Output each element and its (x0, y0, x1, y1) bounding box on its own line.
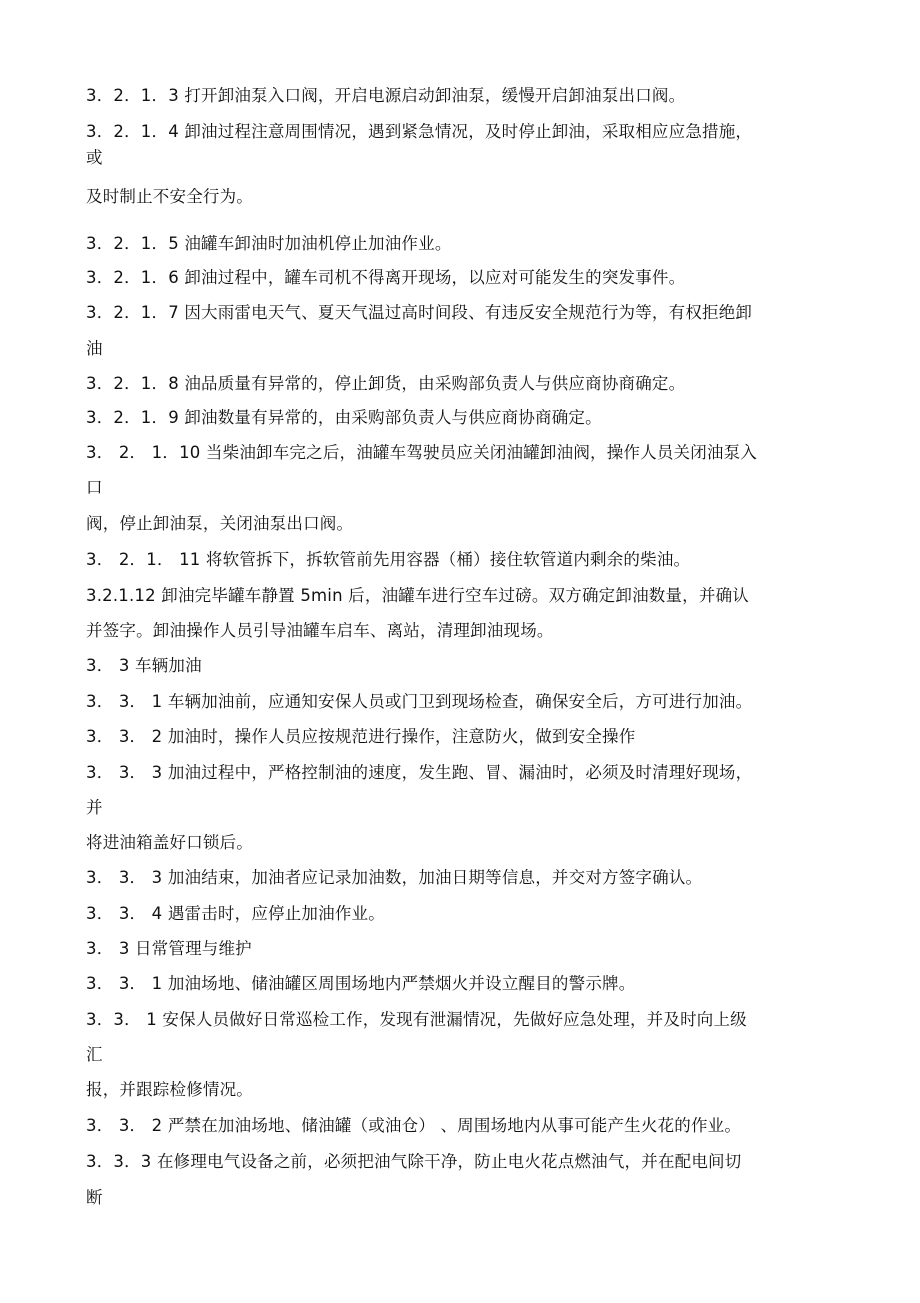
text-line-20: 3． 3． 3 加油过程中，严格控制油的速度，发生跑、冒、漏油时，必须及时清理好现场， (86, 763, 753, 782)
text-line-2: 3．2．1．4 卸油过程注意周围情况，遇到紧急情况，及时停止卸油，采取相应应急措施， (86, 122, 753, 141)
text-line-29: 报，并跟踪检修情况。 (86, 1080, 253, 1099)
text-line-14: 3． 2．1． 11 将软管拆下，拆软管前先用容器（桶）接住软管道内剩余的柴油。 (86, 550, 691, 569)
text-line-27: 3．3． 1 安保人员做好日常巡检工作，发现有泄漏情况，先做好应急处理，并及时向上级 (86, 1010, 747, 1029)
text-line-31: 3．3．3 在修理电气设备之前，必须把油气除干净，防止电火花点燃油气，并在配电间切 (86, 1152, 742, 1171)
text-line-9: 3．2．1．8 油品质量有异常的，停止卸货，由采购部负责人与供应商协商确定。 (86, 374, 686, 393)
text-line-4: 及时制止不安全行为。 (86, 187, 253, 206)
text-line-1: 3．2．1．3 打开卸油泵入口阀，开启电源启动卸油泵，缓慢开启卸油泵出口阀。 (86, 86, 686, 105)
text-line-21: 并 (86, 798, 103, 817)
text-line-18: 3． 3． 1 车辆加油前，应通知安保人员或门卫到现场检查，确保安全后，方可进行加油。 (86, 692, 753, 711)
text-line-11: 3． 2． 1．10 当柴油卸车完之后，油罐车驾驶员应关闭油罐卸油阀，操作人员关闭油泵入 (86, 443, 758, 462)
text-line-8: 油 (86, 339, 103, 358)
text-line-25: 3． 3 日常管理与维护 (86, 939, 252, 958)
text-line-10: 3．2．1．9 卸油数量有异常的，由采购部负责人与供应商协商确定。 (86, 408, 602, 427)
text-line-6: 3．2．1．6 卸油过程中，罐车司机不得离开现场，以应对可能发生的突发事件。 (86, 268, 686, 287)
text-line-23: 3． 3． 3 加油结束，加油者应记录加油数，加油日期等信息，并交对方签字确认。 (86, 868, 703, 887)
text-line-12: 口 (86, 478, 103, 497)
text-line-13: 阀，停止卸油泵，关闭油泵出口阀。 (86, 514, 354, 533)
text-line-26: 3． 3． 1 加油场地、储油罐区周围场地内严禁烟火并设立醒目的警示牌。 (86, 974, 636, 993)
text-line-7: 3．2．1．7 因大雨雷电天气、夏天气温过高时间段、有违反安全规范行为等，有权拒绝卸 (86, 303, 753, 322)
text-line-28: 汇 (86, 1045, 103, 1064)
text-line-5: 3．2．1．5 油罐车卸油时加油机停止加油作业。 (86, 234, 452, 253)
text-line-19: 3． 3． 2 加油时，操作人员应按规范进行操作，注意防火，做到安全操作 (86, 727, 636, 746)
text-line-24: 3． 3． 4 遇雷击时，应停止加油作业。 (86, 904, 385, 923)
text-line-16: 并签字。卸油操作人员引导油罐车启车、离站，清理卸油现场。 (86, 621, 554, 640)
text-line-22: 将进油箱盖好口锁后。 (86, 833, 253, 852)
text-line-17: 3． 3 车辆加油 (86, 656, 202, 675)
text-line-3: 或 (86, 148, 103, 167)
text-line-15: 3.2.1.12 卸油完毕罐车静置 5min 后，油罐车进行空车过磅。双方确定卸油数量，并确认 (86, 586, 749, 605)
text-line-32: 断 (86, 1188, 103, 1207)
text-line-30: 3． 3． 2 严禁在加油场地、储油罐（或油仓） 、周围场地内从事可能产生火花的作业。 (86, 1116, 742, 1135)
